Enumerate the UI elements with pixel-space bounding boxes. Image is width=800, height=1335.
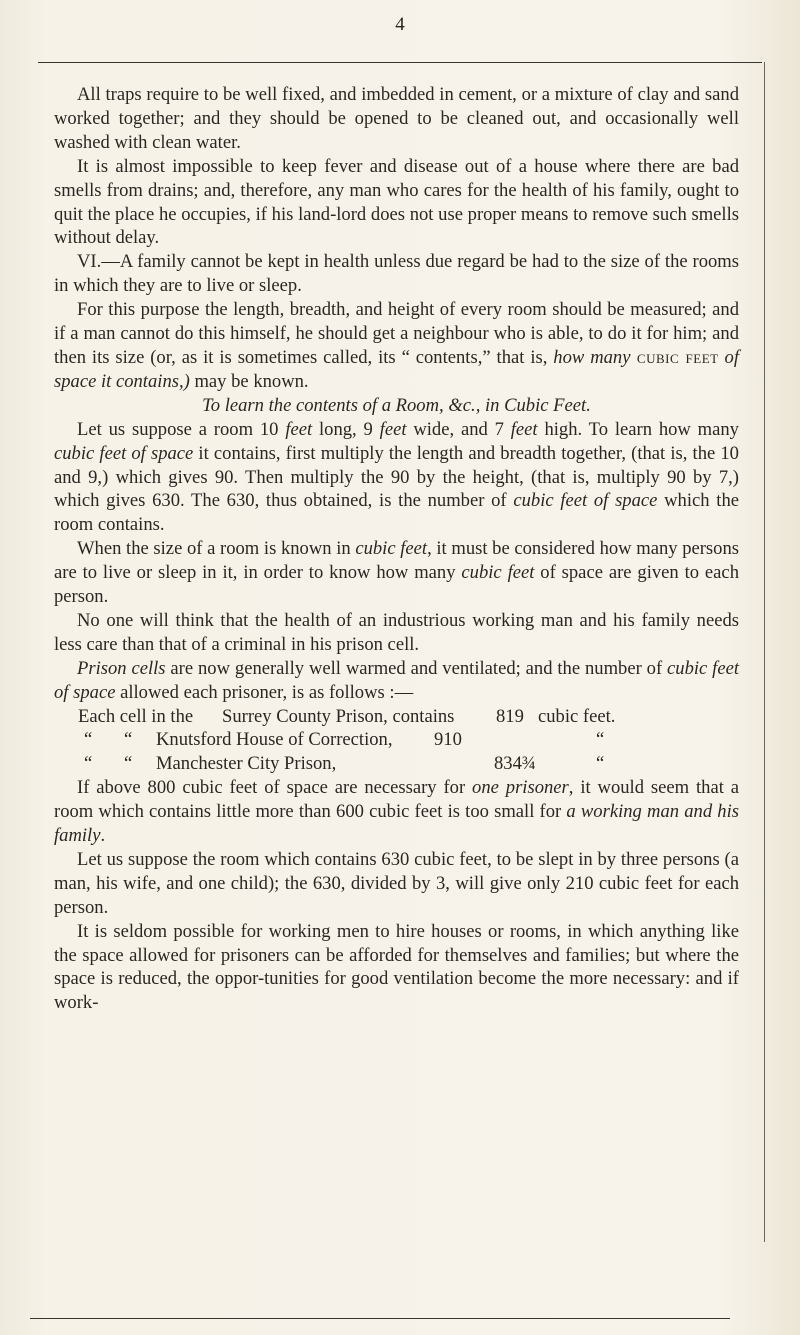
prison-name: Knutsford House of Correction, xyxy=(156,729,393,751)
prison-value: 819 xyxy=(496,705,524,727)
page-edge-line xyxy=(764,62,765,1242)
ditto-mark: “ xyxy=(596,729,605,751)
paragraph-prison-cells: Prison cells are now generally well warmed and ventilated; and the number of cubic feet of space allowed each prisoner, is as follows :— xyxy=(54,657,739,703)
paragraph-fever: It is almost impossible to keep fever and disease out of a house where there are bad smells from drains; and, therefore, any man who cares for the health of his family, ought to quit the place he occupies, if his land-lord does not use proper means to remove such smells without delay. xyxy=(54,155,739,249)
ditto-mark: “ xyxy=(84,753,93,775)
paragraph-above-800: If above 800 cubic feet of space are necessary for one prisoner, it would seem that a room which contains little more than 600 cubic feet is too small for a working man and his family. xyxy=(54,777,740,847)
top-rule xyxy=(38,62,762,63)
ditto-mark: “ xyxy=(124,729,133,751)
paragraph-three-persons: Let us suppose the room which contains 630 cubic feet, to be slept in by three persons (a man, his wife, and one child); the 630, divided by 3, will give only 210 cubic feet for each person. xyxy=(54,848,739,918)
prison-name: Manchester City Prison, xyxy=(156,753,337,775)
paragraph-persons: When the size of a room is known in cubic feet, it must be considered how many persons are to live or sleep in it, in order to know how many cubic feet of space are given to each person. xyxy=(54,538,740,608)
paragraph-seldom-possible: It is seldom possible for working men to hire houses or rooms, in which anything like the space allowed for prisoners can be afforded for themselves and families; but where the space is reduced, the oppor-tunities for good ventilation become the more necessary: and if work- xyxy=(54,920,739,1014)
ditto-mark: “ xyxy=(124,753,133,775)
prison-row xyxy=(54,752,739,776)
ditto-mark: “ xyxy=(596,753,605,775)
page-number: 4 xyxy=(395,14,405,35)
paragraph-section-vi: VI.—A family cannot be kept in health unless due regard be had to the size of the rooms in which they are to live or sleep. xyxy=(54,251,739,297)
prison-name: Surrey County Prison, contains xyxy=(222,705,455,727)
paragraph-working-man: No one will think that the health of an industrious working man and his family needs less care than that of a criminal in his prison cell. xyxy=(54,609,739,655)
prison-unit: cubic feet. xyxy=(538,705,616,727)
paragraph-example: Let us suppose a room 10 feet long, 9 feet wide, and 7 feet high. To learn how many cubic feet of space it contains, first multiply the length and breadth together, (that is, the 10 and 9,) which gives 90. Then multiply the 90 by the height, (that is, multiply 90 by 7,) which gives 630. The 630, thus obtained, is the number of cubic feet of space which the room contains. xyxy=(54,418,740,536)
prison-row xyxy=(54,705,739,729)
prison-value: 834¾ xyxy=(494,753,536,775)
bottom-rule xyxy=(30,1318,730,1319)
prison-row xyxy=(54,728,739,752)
ditto-mark: “ xyxy=(84,729,93,751)
paragraph-traps: All traps require to be well fixed, and imbedded in cement, or a mixture of clay and sand worked together; and they should be opened to be cleaned out, and occasionally well washed with clean water. xyxy=(54,84,739,153)
prison-value: 910 xyxy=(434,729,462,751)
prison-prefix: Each cell in the xyxy=(78,705,194,727)
prison-capacity-list xyxy=(54,705,739,777)
paragraph-measure: For this purpose the length, breadth, and height of every room should be measured; and if a man cannot do this himself, he should get a neighbour who is able, to do it for him; and then its size (or, as it is sometimes called, its “ contents,” that is, how many cubic feet of space it contains,) may be known. xyxy=(54,299,739,392)
section-heading: To learn the contents of a Room, &c., in Cubic Feet. xyxy=(202,394,591,416)
page-body xyxy=(54,83,739,1015)
